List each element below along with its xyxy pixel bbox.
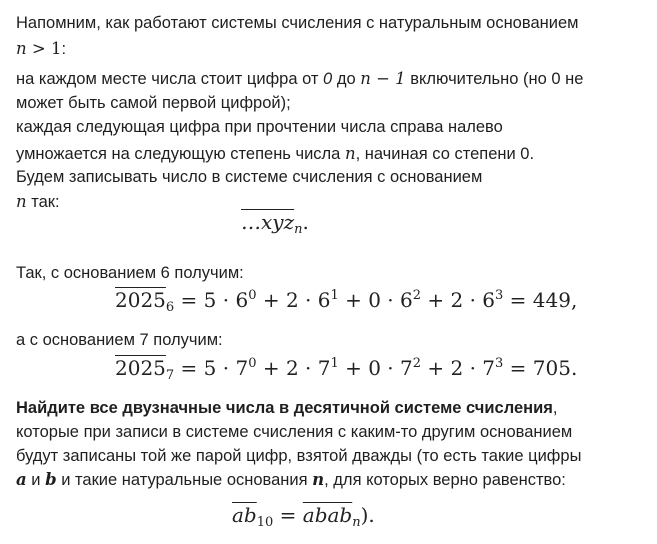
example-base-7-label: а с основанием 7 получим: bbox=[16, 331, 223, 349]
var-n: n bbox=[16, 39, 27, 58]
notation-line-2: n так: bbox=[16, 192, 60, 211]
task-bold: Найдите все двузначные числа в десятичной системе счисления bbox=[16, 399, 553, 417]
task-line-3: будут записаны той же парой цифр, взятой дважды (то есть такие цифры bbox=[16, 447, 582, 465]
intro-line-2: n > 1: bbox=[16, 39, 67, 58]
notation-line-1: Будем записывать число в системе счисления с основанием bbox=[16, 168, 483, 186]
var-n: n bbox=[344, 144, 356, 163]
var-n: n bbox=[16, 192, 27, 211]
rule-2-line-1: каждая следующая цифра при прочтении числа справа налево bbox=[16, 118, 503, 136]
intro-line-1: Напомним, как работают системы счисления с натуральным основанием bbox=[16, 14, 579, 32]
formula-notation: …xyz$_n$. bbox=[241, 210, 309, 237]
example-base-6-label: Так, с основанием 6 получим: bbox=[16, 264, 244, 282]
task-line-1: Найдите все двузначные числа в десятичной системе счисления, bbox=[16, 399, 558, 417]
n-minus-one: n − 1 bbox=[360, 69, 406, 88]
task-line-2: которые при записи в системе счисления с каким-то другим основанием bbox=[16, 423, 573, 441]
var-n: n bbox=[312, 470, 325, 489]
task-line-4: a и b и такие натуральные основания n, для которых верно равенство: bbox=[16, 470, 566, 489]
var-a: a bbox=[16, 470, 27, 489]
formula-base-6: $2025_6 = 5 \cdot 6^0 + 2 \cdot 6^1 + 0 \cdot 6^2 + 2 \cdot 6^3 = 449$, bbox=[115, 288, 578, 315]
var-b: b bbox=[45, 470, 57, 489]
rule-2-line-2: умножается на следующую степень числа n, начиная со степени 0. bbox=[16, 144, 535, 163]
formula-equation: $\overline{ab}_{10}$ = abab$_n$). bbox=[232, 503, 375, 530]
formula-base-7: $2025_7 = 5 \cdot 7^0 + 2 \cdot 7^1 + 0 \cdot 7^2 + 2 \cdot 7^3 = 705$. bbox=[115, 356, 578, 383]
digit-zero: 0 bbox=[323, 70, 333, 88]
rule-1-line-1: на каждом месте числа стоит цифра от 0 до n − 1 включительно (но 0 не bbox=[16, 69, 584, 88]
gt-one: > 1 bbox=[26, 39, 62, 58]
rule-1-line-2: может быть самой первой цифрой); bbox=[16, 94, 291, 112]
